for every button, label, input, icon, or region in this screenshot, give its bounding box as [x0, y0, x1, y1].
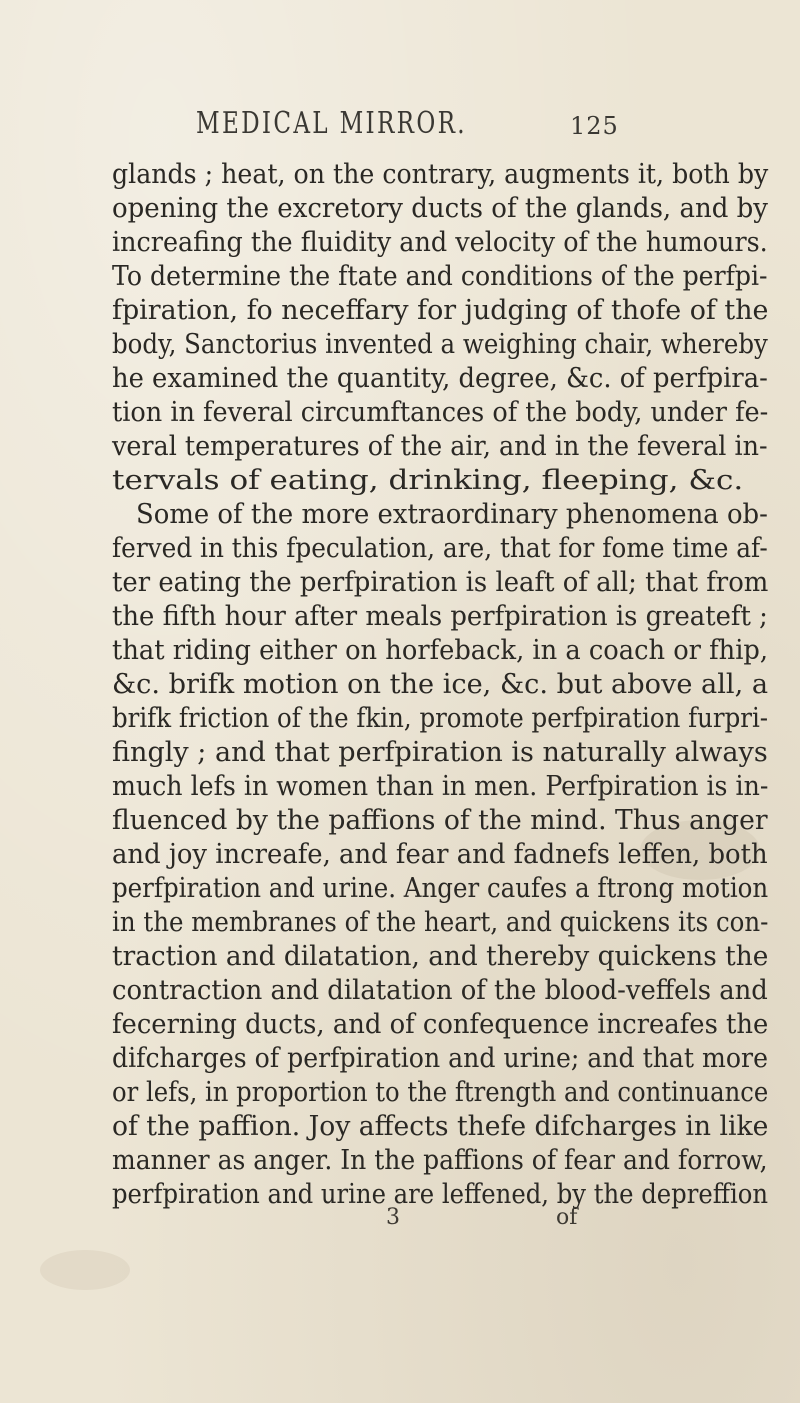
text-line: fingly ; and that perfpiration is naturally always — [112, 737, 768, 768]
text-line: much lefs in women than in men. Perfpiration is in- — [112, 771, 769, 802]
text-line: veral temperatures of the air, and in the feveral in- — [112, 431, 768, 462]
text-line: the fifth hour after meals perfpiration is greateft ; — [112, 601, 768, 632]
text-line: Some of the more extraordinary phenomena ob- — [136, 499, 768, 530]
text-line: &c. brifk motion on the ice, &c. but above all, a — [112, 669, 769, 700]
running-title: MEDICAL MIRROR. — [196, 106, 467, 141]
text-line: perfpiration and urine are leffened, by the depreffion — [112, 1179, 768, 1210]
text-line: traction and dilatation, and thereby quickens the — [112, 941, 769, 972]
paper-stain — [40, 1250, 130, 1290]
text-line: tion in feveral circumftances of the body, under fe- — [112, 397, 769, 428]
text-line: brifk friction of the fkin, promote perfpiration furpri- — [112, 703, 769, 734]
text-line: he examined the quantity, degree, &c. of perfpira- — [112, 363, 768, 394]
text-line: in the membranes of the heart, and quickens its con- — [112, 907, 769, 938]
signature-mark: 3 — [386, 1205, 400, 1230]
text-line: perfpiration and urine. Anger caufes a ftrong motion — [112, 873, 769, 904]
text-line: contraction and dilatation of the blood-veffels and — [112, 975, 768, 1006]
page-number: 125 — [570, 112, 619, 140]
text-line: fluenced by the paffions of the mind. Thus anger — [112, 805, 768, 836]
text-line: opening the excretory ducts of the glands, and by — [112, 193, 768, 224]
text-line: increafing the fluidity and velocity of the humours. — [112, 227, 768, 258]
text-line: glands ; heat, on the contrary, augments it, both by — [112, 159, 769, 190]
text-line: fpiration, fo neceffary for judging of thofe of the — [112, 295, 769, 326]
text-line: or lefs, in proportion to the ftrength and continuance — [112, 1077, 769, 1108]
text-line: ferved in this fpeculation, are, that for fome time af- — [112, 533, 768, 564]
text-line: To determine the ftate and conditions of the perfpi- — [112, 261, 768, 292]
text-line: tervals of eating, drinking, fleeping, &c. — [112, 465, 744, 496]
text-line: manner as anger. In the paffions of fear and forrow, — [112, 1145, 768, 1176]
text-line: body, Sanctorius invented a weighing chair, whereby — [112, 329, 768, 360]
text-line: difcharges of perfpiration and urine; and that more — [112, 1043, 768, 1074]
text-line: that riding either on horfeback, in a coach or fhip, — [112, 635, 769, 666]
catchword: of — [556, 1205, 578, 1230]
text-line: fecerning ducts, and of confequence increafes the — [112, 1009, 769, 1040]
text-line: and joy increafe, and fear and fadnefs leffen, both — [112, 839, 768, 870]
text-line: of the paffion. Joy affects thefe difcharges in like — [112, 1111, 769, 1142]
text-line: ter eating the perfpiration is leaft of all; that from — [112, 567, 769, 598]
